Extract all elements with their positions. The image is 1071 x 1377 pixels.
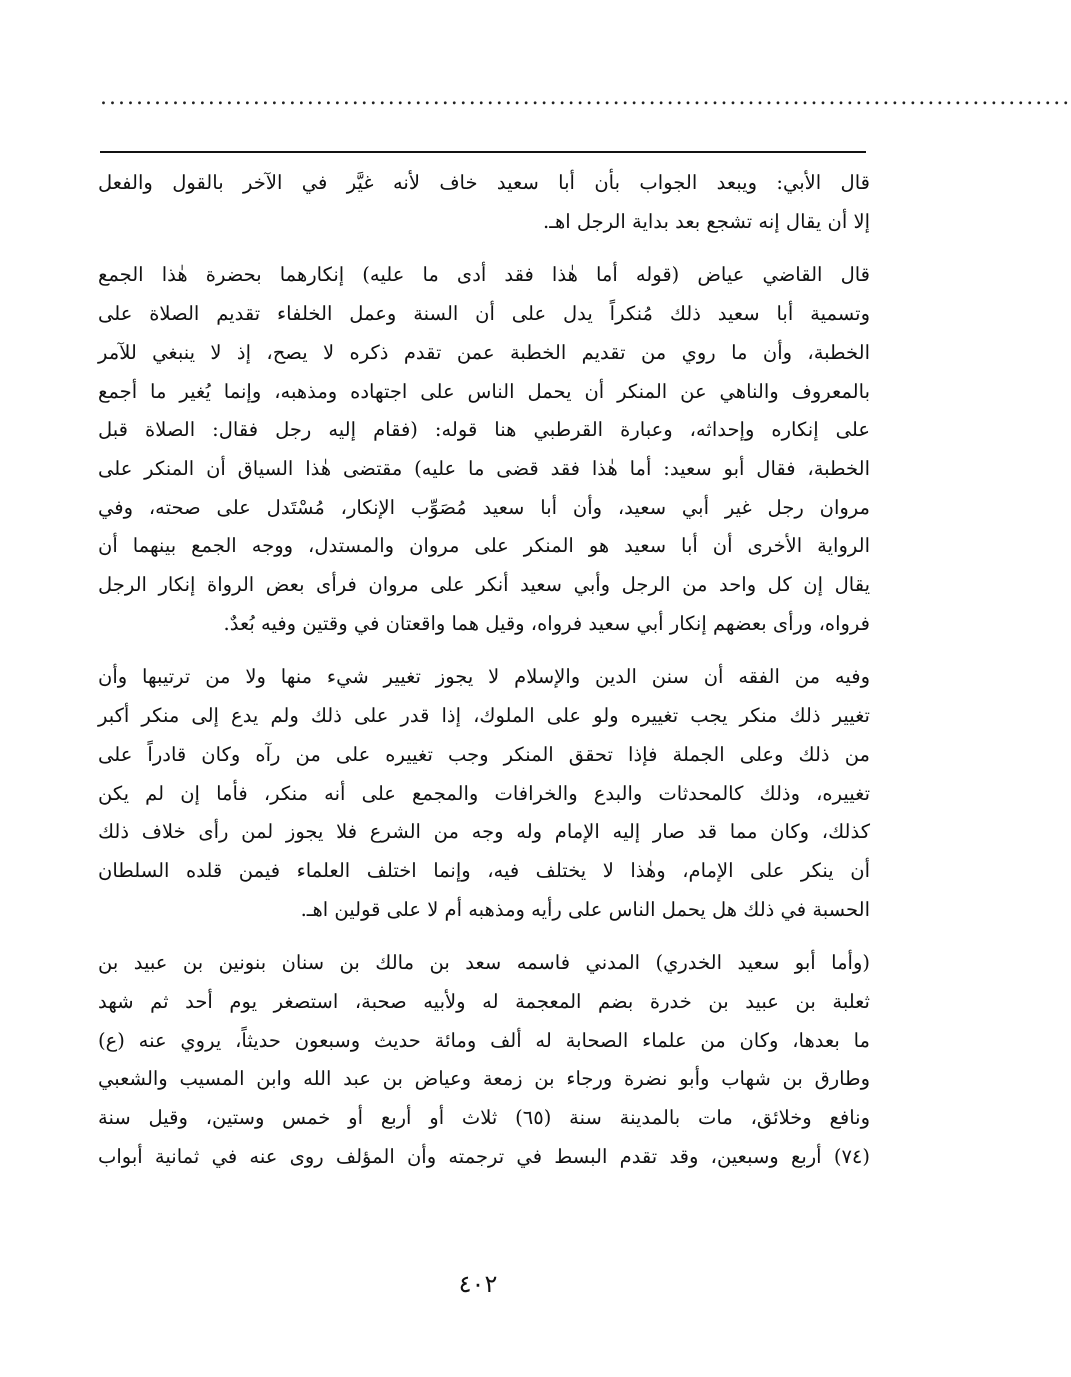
text-line: من ذلك وعلى الجملة فإذا تحقق المنكر وجب تغييره على من رآه وكان قادراً على [98, 742, 870, 766]
text-line: وفيه من الفقه أن سنن الدين والإسلام لا يجوز تغيير شيء منها ولا من ترتيبها وأن [98, 665, 870, 689]
text-line: الحسبة في ذلك هل يحمل الناس على رأيه ومذهبه أم لا على قولين اهـ. [300, 897, 870, 921]
text-line: بالمعروف والناهي عن المنكر أن يحمل الناس على اجتهاده ومذهبه، وإنما يُغير ما أجمع [98, 379, 870, 403]
text-line: (٧٤) أربع وسبعين، وقد تقدم البسط في ترجمته وأن المؤلف روى عنه في ثمانية أبواب [98, 1144, 870, 1168]
text-line: وطارق بن شهاب وأبو نضرة ورجاء بن زمعة وعياض بن عبد الله وابن المسيب والشعبي [98, 1067, 870, 1091]
text-line: كذلك، وكان مما قد صار إليه الإمام وله وجه من الشرع فلا يجوز لمن رأى خلاف ذلك [98, 820, 870, 844]
text-line: الرواية الأخرى أن أبا سعيد هو المنكر على مروان والمستدل، ووجه الجمع بينهما أن [98, 534, 870, 558]
paragraph-4 [98, 944, 870, 1176]
paragraph-3 [98, 658, 870, 929]
paragraph-1 [98, 164, 870, 241]
text-line: تغييره، وذلك كالمحدثات والبدع والخرافات والمجمع على أنه منكر، فأما إن لم يكن [98, 781, 870, 805]
text-line: قال القاضي عياض (قوله أما هٰذا فقد أدى ما عليه) إنكارهما بحضرة هٰذا الجمع [98, 263, 870, 287]
header-rule [100, 151, 866, 153]
text-line: وتسمية أبا سعيد ذلك مُنكراً يدل على أن السنة وعمل الخلفاء تقديم الصلاة على [98, 302, 870, 326]
body-text [98, 164, 870, 1177]
footnote-separator-dots: ............................................................................................................ [100, 85, 1071, 110]
text-line: يقال إن كل واحد من الرجل وأبي سعيد أنكر على مروان فرأى بعض الرواة إنكار الرجل [98, 573, 870, 597]
text-line: ونافع وخلائق، مات بالمدينة سنة (٦٥) ثلاث أو أربع أو خمس وستين، وقيل سنة [98, 1106, 870, 1130]
text-line: أن ينكر على الإمام، وهٰذا لا يختلف فيه، وإنما اختلف العلماء فيمن قلده السلطان [98, 858, 870, 882]
text-line: ثعلبة بن عبيد بن خدرة بضم المعجمة له ولأبيه صحبة، استصغر يوم أحد ثم شهد [98, 990, 870, 1014]
text-line: الخطبة، فقال أبو سعيد: أما هٰذا فقد قضى ما عليه) مقتضى هٰذا السياق أن المنكر على [98, 456, 870, 480]
text-line: على إنكاره وإحداثه، وعبارة القرطبي هنا قوله: (فقام إليه رجل فقال: الصلاة قبل [98, 418, 870, 442]
paragraph-2 [98, 256, 870, 643]
text-line: مروان رجل غير أبي سعيد، وأن أبا سعيد مُصَوِّب الإنكار، مُسْتَدل على صحته، وفي [98, 495, 870, 519]
text-line: فرواه، ورأى بعضهم إنكار أبي سعيد فرواه، وقيل هما واقعتان في وقتين وفيه بُعدٌ. [223, 611, 870, 635]
text-line: قال الأبي: ويبعد الجواب بأن أبا سعيد خاف لأنه غيَّر في الآخر بالقول والفعل [98, 171, 870, 194]
text-line: (وأما أبو سعيد الخدري) المدني فاسمه سعد بن مالك بن سنان بنونين بن عبيد بن [98, 951, 870, 975]
page-number: ٤٠٢ [458, 1270, 498, 1298]
text-line: ما بعدها، وكان من علماء الصحابة له ألف ومائة حديث وسبعون حديثاً، يروي عنه (ع) [98, 1028, 870, 1052]
text-line: الخطبة، وأن ما روي من تقديم الخطبة عمن تقدم ذكره لا يصح، إذ لا ينبغي للآمر [98, 340, 870, 364]
text-line: إلا أن يقال إنه تشجع بعد بداية الرجل اهـ. [543, 209, 870, 233]
text-line: تغيير ذلك منكر يجب تغييره ولو على الملوك، إذا قدر على ذلك ولم يدع إلى منكر أكبر [98, 704, 870, 728]
